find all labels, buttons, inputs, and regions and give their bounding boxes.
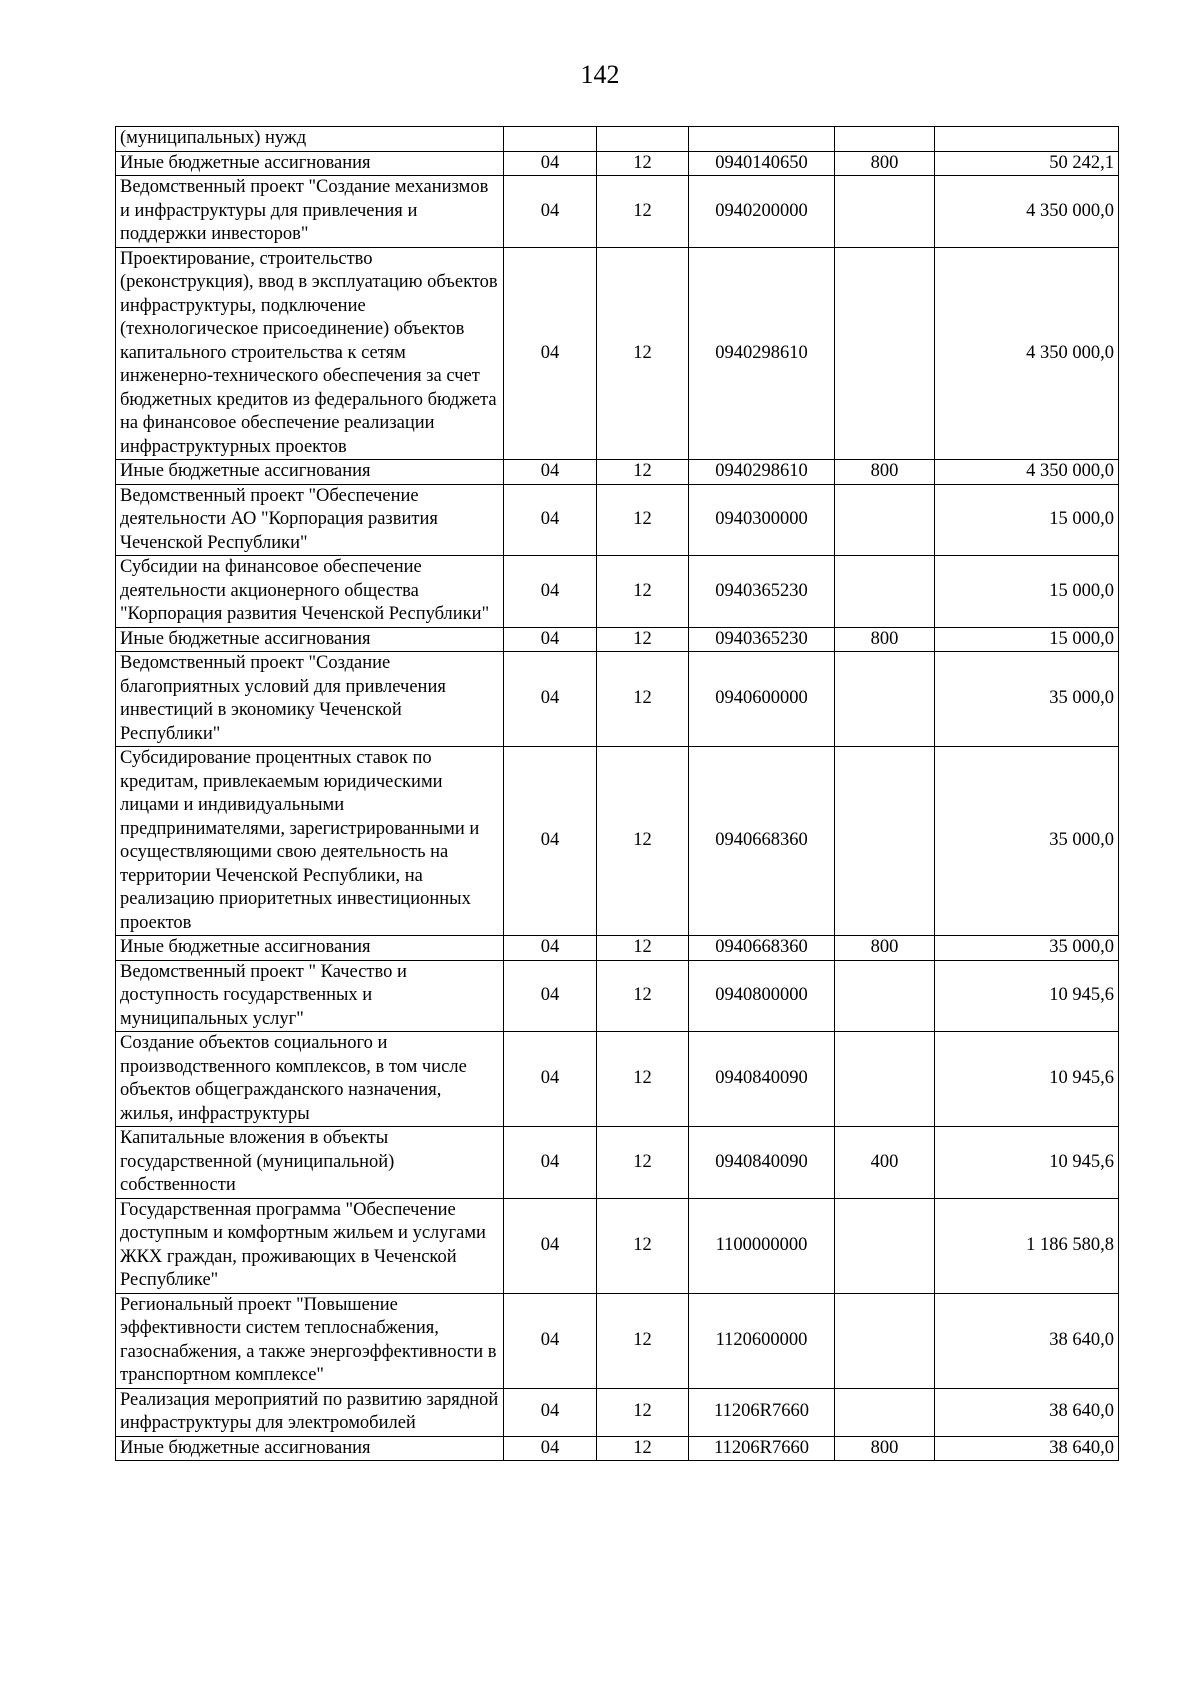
section-code-cell: 04 [504,1198,597,1293]
target-article-code-cell: 0940600000 [689,652,835,747]
item-name-cell: Ведомственный проект "Создание благоприятных условий для привлечения инвестиций в экономику Чеченской Республики" [116,652,504,747]
subsection-code-cell: 12 [597,556,689,628]
subsection-code-cell: 12 [597,652,689,747]
target-article-code-cell: 0940365230 [689,627,835,652]
subsection-code-cell: 12 [597,960,689,1032]
budget-table [115,126,1119,1461]
target-article-code-cell: 0940140650 [689,151,835,176]
table-row [116,627,1119,652]
subsection-code-cell: 12 [597,627,689,652]
amount-cell: 15 000,0 [935,627,1119,652]
item-name-cell: Региональный проект "Повышение эффективности систем теплоснабжения, газоснабжения, а также энергоэффективности в транспортном комплексе" [116,1293,504,1388]
expense-type-code-cell [835,247,935,460]
amount-cell: 35 000,0 [935,936,1119,961]
expense-type-code-cell [835,960,935,1032]
amount-cell [935,127,1119,152]
target-article-code-cell: 0940298610 [689,460,835,485]
amount-cell: 38 640,0 [935,1436,1119,1461]
table-row [116,127,1119,152]
expense-type-code-cell [835,127,935,152]
expense-type-code-cell [835,652,935,747]
table-row [116,151,1119,176]
target-article-code-cell: 1120600000 [689,1293,835,1388]
amount-cell: 38 640,0 [935,1293,1119,1388]
table-row [116,1198,1119,1293]
expense-type-code-cell [835,484,935,556]
amount-cell: 50 242,1 [935,151,1119,176]
table-row [116,960,1119,1032]
table-row [116,460,1119,485]
subsection-code-cell: 12 [597,1436,689,1461]
expense-type-code-cell [835,1032,935,1127]
amount-cell: 1 186 580,8 [935,1198,1119,1293]
section-code-cell: 04 [504,556,597,628]
amount-cell: 35 000,0 [935,652,1119,747]
amount-cell: 10 945,6 [935,1127,1119,1199]
section-code-cell: 04 [504,627,597,652]
expense-type-code-cell [835,1293,935,1388]
target-article-code-cell: 0940840090 [689,1127,835,1199]
section-code-cell: 04 [504,1293,597,1388]
section-code-cell: 04 [504,484,597,556]
expense-type-code-cell [835,747,935,936]
item-name-cell: Создание объектов социального и производственного комплексов, в том числе объектов общегражданского назначения, жилья, инфраструктуры [116,1032,504,1127]
section-code-cell: 04 [504,1032,597,1127]
subsection-code-cell: 12 [597,151,689,176]
table-row [116,936,1119,961]
section-code-cell: 04 [504,652,597,747]
item-name-cell: Иные бюджетные ассигнования [116,936,504,961]
item-name-cell: Капитальные вложения в объекты государственной (муниципальной) собственности [116,1127,504,1199]
target-article-code-cell: 11206R7660 [689,1388,835,1436]
section-code-cell: 04 [504,460,597,485]
subsection-code-cell: 12 [597,1293,689,1388]
subsection-code-cell [597,127,689,152]
subsection-code-cell: 12 [597,747,689,936]
subsection-code-cell: 12 [597,247,689,460]
item-name-cell: Ведомственный проект " Качество и доступность государственных и муниципальных услуг" [116,960,504,1032]
expense-type-code-cell: 400 [835,1127,935,1199]
table-row [116,556,1119,628]
target-article-code-cell: 0940298610 [689,247,835,460]
expense-type-code-cell: 800 [835,627,935,652]
amount-cell: 15 000,0 [935,556,1119,628]
table-row [116,247,1119,460]
table-row [116,176,1119,248]
subsection-code-cell: 12 [597,1127,689,1199]
item-name-cell: Субсидии на финансовое обеспечение деятельности акционерного общества "Корпорация развития Чеченской Республики" [116,556,504,628]
amount-cell: 4 350 000,0 [935,176,1119,248]
expense-type-code-cell: 800 [835,936,935,961]
item-name-cell: Субсидирование процентных ставок по кредитам, привлекаемым юридическими лицами и индивидуальными предпринимателями, зарегистрированными и осуществляющими свою деятельность на территории Чеченской Республики, на реализацию приоритетных инвестиционных проектов [116,747,504,936]
table-row [116,1293,1119,1388]
table-row [116,1127,1119,1199]
item-name-cell: Государственная программа "Обеспечение доступным и комфортным жильем и услугами ЖКХ граждан, проживающих в Чеченской Республике" [116,1198,504,1293]
target-article-code-cell: 0940840090 [689,1032,835,1127]
section-code-cell: 04 [504,1127,597,1199]
expense-type-code-cell: 800 [835,1436,935,1461]
target-article-code-cell: 0940365230 [689,556,835,628]
section-code-cell: 04 [504,936,597,961]
amount-cell: 4 350 000,0 [935,247,1119,460]
item-name-cell: Проектирование, строительство (реконструкция), ввод в эксплуатацию объектов инфраструктуры, подключение (технологическое присоединение) объектов капитального строительства к сетям инженерно-технического обеспечения за счет бюджетных кредитов из федерального бюджета на финансовое обеспечение реализации инфраструктурных проектов [116,247,504,460]
subsection-code-cell: 12 [597,1388,689,1436]
table-row [116,747,1119,936]
target-article-code-cell: 0940800000 [689,960,835,1032]
target-article-code-cell: 11206R7660 [689,1436,835,1461]
target-article-code-cell: 0940668360 [689,936,835,961]
target-article-code-cell: 1100000000 [689,1198,835,1293]
item-name-cell: Иные бюджетные ассигнования [116,151,504,176]
amount-cell: 10 945,6 [935,1032,1119,1127]
table-row [116,652,1119,747]
item-name-cell: Ведомственный проект "Обеспечение деятельности АО "Корпорация развития Чеченской Республики" [116,484,504,556]
table-row [116,484,1119,556]
subsection-code-cell: 12 [597,936,689,961]
item-name-cell: Иные бюджетные ассигнования [116,1436,504,1461]
target-article-code-cell: 0940668360 [689,747,835,936]
subsection-code-cell: 12 [597,1032,689,1127]
item-name-cell: Иные бюджетные ассигнования [116,460,504,485]
expense-type-code-cell [835,176,935,248]
section-code-cell: 04 [504,1388,597,1436]
subsection-code-cell: 12 [597,484,689,556]
expense-type-code-cell [835,1198,935,1293]
amount-cell: 4 350 000,0 [935,460,1119,485]
target-article-code-cell [689,127,835,152]
table-row [116,1032,1119,1127]
amount-cell: 35 000,0 [935,747,1119,936]
amount-cell: 15 000,0 [935,484,1119,556]
section-code-cell: 04 [504,960,597,1032]
target-article-code-cell: 0940200000 [689,176,835,248]
subsection-code-cell: 12 [597,1198,689,1293]
item-name-cell: Ведомственный проект "Создание механизмов и инфраструктуры для привлечения и поддержки инвесторов" [116,176,504,248]
section-code-cell: 04 [504,151,597,176]
expense-type-code-cell [835,556,935,628]
section-code-cell: 04 [504,747,597,936]
amount-cell: 10 945,6 [935,960,1119,1032]
item-name-cell: Реализация мероприятий по развитию зарядной инфраструктуры для электромобилей [116,1388,504,1436]
item-name-cell: (муниципальных) нужд [116,127,504,152]
table-row [116,1436,1119,1461]
section-code-cell: 04 [504,1436,597,1461]
expense-type-code-cell [835,1388,935,1436]
section-code-cell: 04 [504,176,597,248]
subsection-code-cell: 12 [597,460,689,485]
section-code-cell [504,127,597,152]
item-name-cell: Иные бюджетные ассигнования [116,627,504,652]
amount-cell: 38 640,0 [935,1388,1119,1436]
expense-type-code-cell: 800 [835,460,935,485]
subsection-code-cell: 12 [597,176,689,248]
page-number: 142 [580,60,620,89]
table-row [116,1388,1119,1436]
target-article-code-cell: 0940300000 [689,484,835,556]
budget-table-body [116,127,1119,1461]
section-code-cell: 04 [504,247,597,460]
expense-type-code-cell: 800 [835,151,935,176]
